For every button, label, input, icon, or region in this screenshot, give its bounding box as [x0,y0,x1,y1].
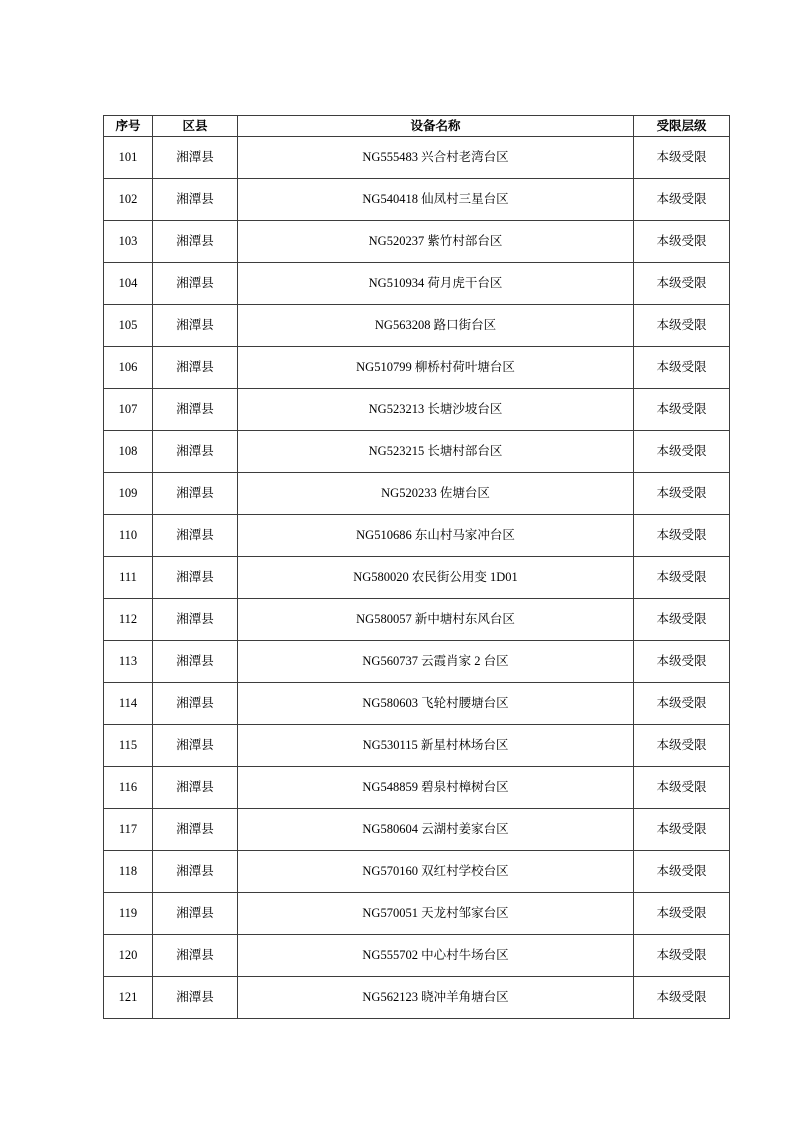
cell-device: NG510686 东山村马家冲台区 [238,515,634,557]
cell-no: 105 [104,305,153,347]
table-row [104,389,730,431]
table-header-row [104,116,730,137]
table-row [104,305,730,347]
cell-district: 湘潭县 [153,473,238,515]
cell-device: NG520233 佐塘台区 [238,473,634,515]
cell-level: 本级受限 [634,977,730,1019]
cell-no: 114 [104,683,153,725]
table-row [104,263,730,305]
table-row [104,809,730,851]
cell-no: 109 [104,473,153,515]
cell-no: 104 [104,263,153,305]
cell-device: NG580604 云湖村姜家台区 [238,809,634,851]
cell-no: 111 [104,557,153,599]
table-row [104,599,730,641]
cell-district: 湘潭县 [153,137,238,179]
cell-device: NG510799 柳桥村荷叶塘台区 [238,347,634,389]
cell-no: 119 [104,893,153,935]
cell-level: 本级受限 [634,767,730,809]
cell-device: NG563208 路口街台区 [238,305,634,347]
cell-level: 本级受限 [634,137,730,179]
cell-no: 102 [104,179,153,221]
cell-level: 本级受限 [634,431,730,473]
cell-district: 湘潭县 [153,851,238,893]
cell-device: NG540418 仙凤村三星台区 [238,179,634,221]
cell-device: NG560737 云霞肖家 2 台区 [238,641,634,683]
cell-device: NG570051 天龙村邹家台区 [238,893,634,935]
cell-no: 120 [104,935,153,977]
cell-device: NG555702 中心村牛场台区 [238,935,634,977]
table-row [104,935,730,977]
cell-level: 本级受限 [634,599,730,641]
cell-device: NG523213 长塘沙坡台区 [238,389,634,431]
cell-district: 湘潭县 [153,557,238,599]
cell-level: 本级受限 [634,809,730,851]
cell-level: 本级受限 [634,263,730,305]
cell-district: 湘潭县 [153,347,238,389]
cell-device: NG530115 新星村林场台区 [238,725,634,767]
cell-device: NG562123 晓冲羊角塘台区 [238,977,634,1019]
table-row [104,767,730,809]
cell-district: 湘潭县 [153,893,238,935]
cell-device: NG548859 碧泉村樟树台区 [238,767,634,809]
cell-level: 本级受限 [634,641,730,683]
cell-no: 107 [104,389,153,431]
cell-district: 湘潭县 [153,305,238,347]
table-row [104,683,730,725]
cell-district: 湘潭县 [153,725,238,767]
cell-no: 113 [104,641,153,683]
cell-district: 湘潭县 [153,263,238,305]
cell-no: 103 [104,221,153,263]
cell-level: 本级受限 [634,347,730,389]
col-header-device: 设备名称 [238,116,634,137]
table-row [104,221,730,263]
device-table [103,115,730,1019]
table-row [104,431,730,473]
cell-level: 本级受限 [634,515,730,557]
table-body [104,137,730,1019]
cell-district: 湘潭县 [153,809,238,851]
cell-district: 湘潭县 [153,389,238,431]
table-row [104,641,730,683]
cell-district: 湘潭县 [153,935,238,977]
cell-device: NG555483 兴合村老湾台区 [238,137,634,179]
cell-no: 118 [104,851,153,893]
cell-district: 湘潭县 [153,431,238,473]
cell-level: 本级受限 [634,221,730,263]
cell-device: NG510934 荷月虎干台区 [238,263,634,305]
cell-device: NG570160 双红村学校台区 [238,851,634,893]
cell-no: 121 [104,977,153,1019]
table-row [104,977,730,1019]
table-row [104,725,730,767]
cell-level: 本级受限 [634,725,730,767]
cell-no: 108 [104,431,153,473]
cell-district: 湘潭县 [153,683,238,725]
cell-device: NG580057 新中塘村东风台区 [238,599,634,641]
cell-district: 湘潭县 [153,179,238,221]
table-row [104,851,730,893]
table-row [104,557,730,599]
cell-level: 本级受限 [634,935,730,977]
col-header-district: 区县 [153,116,238,137]
cell-level: 本级受限 [634,557,730,599]
cell-district: 湘潭县 [153,641,238,683]
cell-device: NG580020 农民街公用变 1D01 [238,557,634,599]
cell-district: 湘潭县 [153,221,238,263]
cell-level: 本级受限 [634,851,730,893]
table-row [104,893,730,935]
table-row [104,137,730,179]
cell-no: 101 [104,137,153,179]
cell-level: 本级受限 [634,683,730,725]
cell-device: NG523215 长塘村部台区 [238,431,634,473]
cell-no: 115 [104,725,153,767]
cell-no: 117 [104,809,153,851]
cell-no: 116 [104,767,153,809]
cell-no: 106 [104,347,153,389]
cell-level: 本级受限 [634,893,730,935]
table-row [104,515,730,557]
cell-device: NG580603 飞轮村腰塘台区 [238,683,634,725]
col-header-level: 受限层级 [634,116,730,137]
cell-district: 湘潭县 [153,767,238,809]
cell-level: 本级受限 [634,389,730,431]
cell-no: 112 [104,599,153,641]
cell-level: 本级受限 [634,179,730,221]
table-row [104,179,730,221]
cell-level: 本级受限 [634,473,730,515]
table-row [104,347,730,389]
cell-no: 110 [104,515,153,557]
cell-district: 湘潭县 [153,977,238,1019]
cell-device: NG520237 紫竹村部台区 [238,221,634,263]
cell-district: 湘潭县 [153,599,238,641]
cell-district: 湘潭县 [153,515,238,557]
col-header-no: 序号 [104,116,153,137]
table-row [104,473,730,515]
cell-level: 本级受限 [634,305,730,347]
